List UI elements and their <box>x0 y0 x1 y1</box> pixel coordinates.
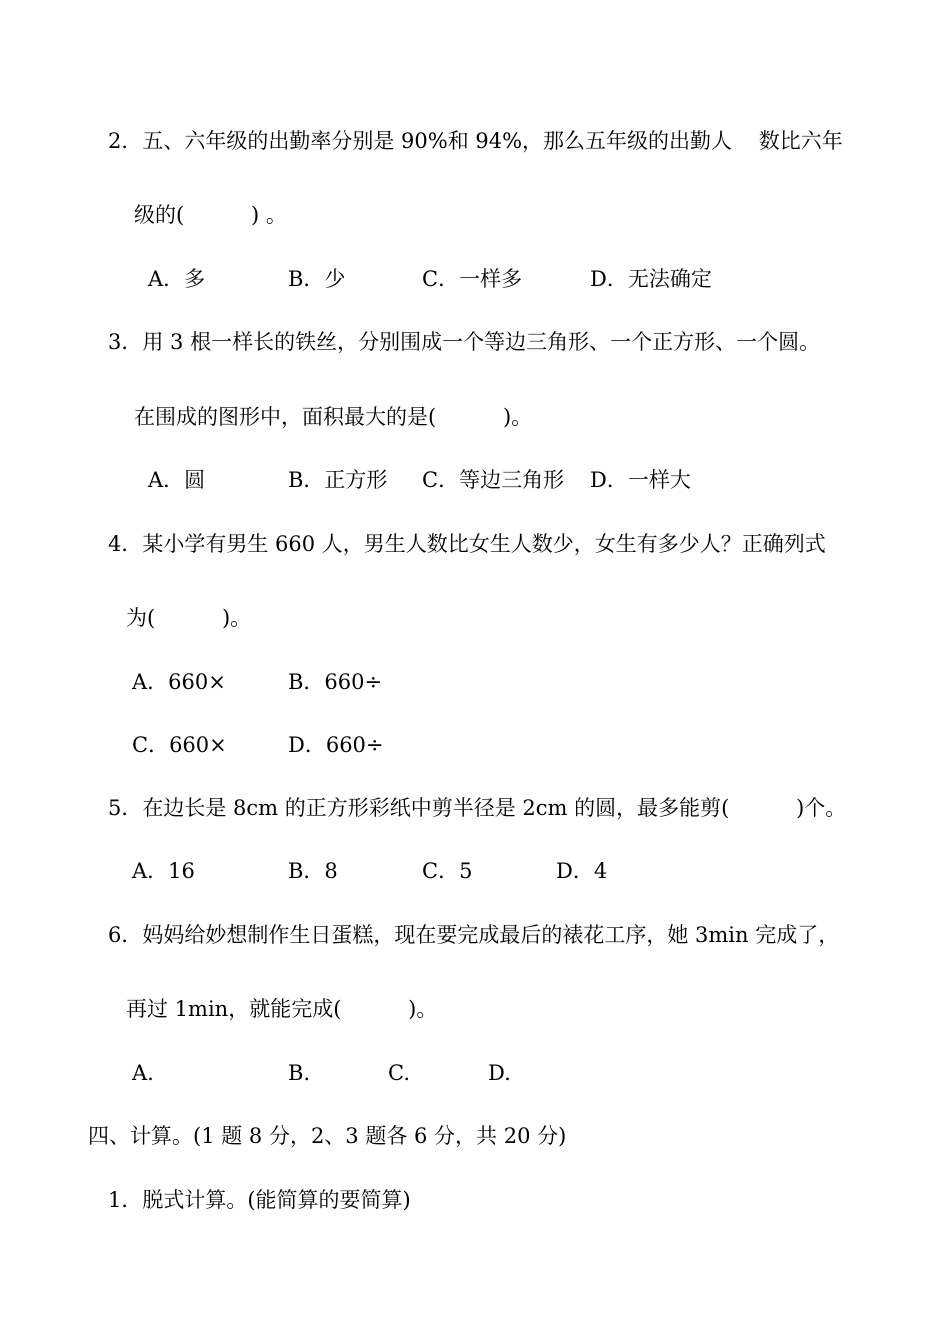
question-6-line-1: 6．妈妈给妙想制作生日蛋糕，现在要完成最后的裱花工序，她 3min 完成了， <box>108 923 840 947</box>
section-4-item-1: 1．脱式计算。(能简算的要简算) <box>108 1188 411 1212</box>
section-4-heading: 四、计算。(1 题 8 分，2、3 题各 6 分，共 20 分) <box>88 1124 567 1148</box>
question-5-option-d: D．4 <box>556 859 608 883</box>
question-6-option-d: D. <box>488 1061 511 1085</box>
question-5-line-1: 5．在边长是 8cm 的正方形彩纸中剪半径是 2cm 的圆，最多能剪( )个。 <box>108 796 847 820</box>
question-4-option-d: D．660÷ <box>288 733 384 757</box>
question-3-option-c: C．等边三角形 <box>422 468 565 492</box>
question-4-option-b: B．660÷ <box>288 670 383 694</box>
question-4-option-c: C．660× <box>132 733 227 757</box>
question-2-option-d: D．无法确定 <box>590 267 712 291</box>
question-4-line-2: 为( )。 <box>126 606 252 630</box>
question-2-option-c: C．一样多 <box>422 267 523 291</box>
question-5-option-a: A．16 <box>132 859 195 883</box>
question-3-line-1: 3．用 3 根一样长的铁丝，分别围成一个等边三角形、一个正方形、一个圆。 <box>108 330 821 354</box>
question-6-line-2: 再过 1min，就能完成( )。 <box>126 997 438 1021</box>
question-2-line-1: 2．五、六年级的出勤率分别是 90%和 94%，那么五年级的出勤人 数比六年 <box>108 129 843 153</box>
question-6-option-b: B. <box>288 1061 311 1085</box>
question-2-option-b: B．少 <box>288 267 346 291</box>
question-3-option-a: A．圆 <box>148 468 206 492</box>
question-2-option-a: A．多 <box>148 267 206 291</box>
question-6-option-c: C. <box>388 1061 410 1085</box>
question-4-option-a: A．660× <box>132 670 226 694</box>
question-5-option-b: B．8 <box>288 859 338 883</box>
question-3-option-d: D．一样大 <box>590 468 691 492</box>
question-6-option-a: A. <box>132 1061 154 1085</box>
question-3-line-2: 在围成的图形中，面积最大的是( )。 <box>134 405 533 429</box>
question-2-line-2: 级的( ) 。 <box>134 203 287 227</box>
question-5-option-c: C．5 <box>422 859 473 883</box>
question-3-option-b: B．正方形 <box>288 468 388 492</box>
question-4-line-1: 4．某小学有男生 660 人，男生人数比女生人数少，女生有多少人？正确列式 <box>108 532 826 556</box>
